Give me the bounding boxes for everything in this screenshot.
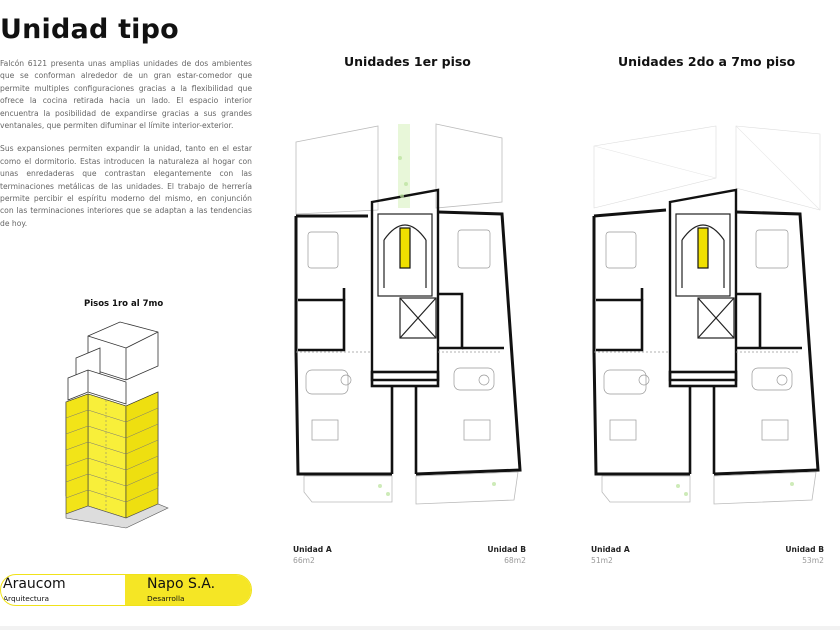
unit-b-name: Unidad B xyxy=(785,545,824,554)
plan-1-drawing xyxy=(296,124,520,504)
plan-2-unit-b xyxy=(758,544,824,566)
unit-a-area: 66m2 xyxy=(293,556,315,565)
architect-brand xyxy=(1,575,125,605)
architect-name: Araucom xyxy=(3,576,66,592)
unit-b-area: 53m2 xyxy=(802,556,824,565)
unit-b-area: 68m2 xyxy=(504,556,526,565)
plan-2-unit-a xyxy=(591,544,630,566)
plan-heading-2: Unidades 2do a 7mo piso xyxy=(618,54,796,69)
intro-paragraph-1: Falcón 6121 presenta unas amplias unidades de dos ambientes que se conforman alrededor de un gran estar-comedor que permite multiples configuraciones gracias a la flexibilidad que ofrece la cocina retirada hacia un lado. El espacio interior encuentra la posibilidad de expandirse gracias a sus grandes ventanales, que permiten difuminar el límite interior-exterior. xyxy=(0,59,252,131)
developer-name: Napo S.A. xyxy=(147,576,216,592)
plan-heading-1: Unidades 1er piso xyxy=(344,54,471,69)
unit-a-name: Unidad A xyxy=(293,545,332,554)
brand-bar xyxy=(0,574,252,606)
developer-role: Desarrolla xyxy=(147,594,185,603)
building-caption: Pisos 1ro al 7mo xyxy=(84,299,164,309)
unit-a-name: Unidad A xyxy=(591,545,630,554)
bottom-divider xyxy=(0,626,840,630)
unit-b-name: Unidad B xyxy=(487,545,526,554)
plan-1-unit-b xyxy=(460,544,526,566)
floor-plan-2 xyxy=(586,118,826,513)
intro-paragraph-2: Sus expansiones permiten expandir la unidad, tanto en el estar como el dormitorio. Estas introducen la naturaleza al hogar con unas enredaderas que contrastan elegantemente con las terminaciones metálicas de las unidades. El trabajo de herrería permite percibir el espíritu moderno del mismo, en conjunción con las terminaciones interiores que se adaptan a las tendencias de hoy. xyxy=(0,144,252,228)
highlighted-floors xyxy=(66,392,158,518)
developer-brand xyxy=(125,575,252,605)
plan-2-drawing xyxy=(594,126,820,504)
page-title: Unidad tipo xyxy=(0,14,179,45)
floor-plan-1 xyxy=(288,118,528,513)
architect-role: Arquitectura xyxy=(3,594,50,603)
unit-a-area: 51m2 xyxy=(591,556,613,565)
isometric-building-diagram xyxy=(58,318,188,532)
intro-text xyxy=(0,58,252,241)
plan-1-unit-a xyxy=(293,544,332,566)
